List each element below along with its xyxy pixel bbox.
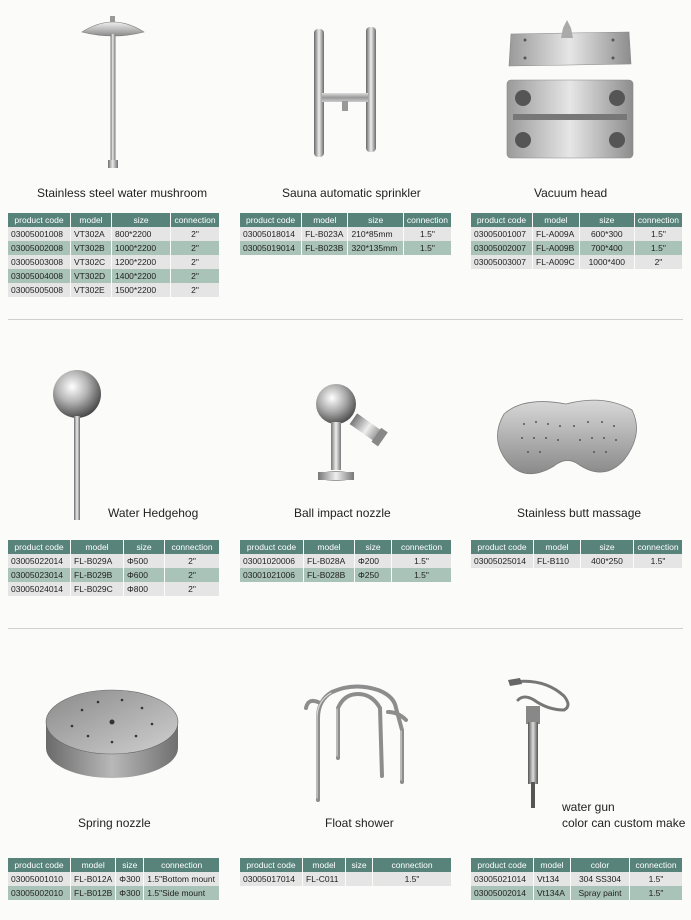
- table-cell: FL-B029A: [71, 554, 124, 568]
- column-header: connection: [165, 540, 220, 554]
- table-cell: 03005022014: [8, 554, 71, 568]
- tube-frame-shower-icon: [298, 678, 410, 804]
- column-header: size: [346, 858, 373, 872]
- table-header-row: [471, 213, 683, 227]
- table-cell: 2": [165, 554, 220, 568]
- table-cell: VT302E: [71, 283, 112, 297]
- table-cell: 1.5": [634, 227, 682, 241]
- table-header-row: [240, 858, 452, 872]
- product-title-line2: color can custom make: [562, 816, 686, 830]
- table-cell: 03005003007: [471, 255, 533, 269]
- column-header: model: [304, 540, 355, 554]
- table-cell: 1.5": [392, 568, 452, 582]
- table-cell: 03005002010: [8, 886, 71, 900]
- water-mushroom-nozzle-icon: [78, 12, 148, 172]
- product-title: Ball impact nozzle: [294, 506, 391, 520]
- ball-impact-nozzle-icon: [312, 382, 392, 492]
- product-title: Water Hedgehog: [108, 506, 199, 520]
- table-cell: 03005002007: [471, 241, 533, 255]
- column-header: size: [116, 858, 144, 872]
- table-cell: 03005005008: [8, 283, 71, 297]
- table-cell: FL-B023A: [302, 227, 348, 241]
- spec-table: [240, 858, 452, 886]
- column-header: product code: [8, 213, 71, 227]
- column-header: model: [534, 540, 581, 554]
- column-header: product code: [8, 858, 71, 872]
- table-cell: 2": [171, 283, 220, 297]
- table-cell: 400*250: [581, 554, 634, 568]
- column-header: model: [534, 858, 571, 872]
- kidney-shaped-plate-icon: [494, 394, 642, 484]
- product-title: Stainless butt massage: [517, 506, 642, 520]
- table-row: [8, 283, 220, 297]
- table-row: [8, 872, 220, 886]
- table-cell: VT302B: [71, 241, 112, 255]
- table-cell: 2": [171, 241, 220, 255]
- water-gun-icon: [504, 674, 580, 810]
- table-cell: 03005021014: [471, 872, 534, 886]
- column-header: connection: [634, 213, 682, 227]
- table-row: [8, 241, 220, 255]
- table-cell: 03005019014: [240, 241, 302, 255]
- table-header-row: [471, 540, 683, 554]
- table-cell: FL-B110: [534, 554, 581, 568]
- section-divider: [8, 628, 683, 629]
- table-row: [471, 255, 683, 269]
- table-row: [240, 568, 452, 582]
- table-cell: 1200*2200: [112, 255, 171, 269]
- vacuum-head-plate-icon: [505, 20, 635, 160]
- table-cell: 03005001007: [471, 227, 533, 241]
- table-row: [240, 227, 452, 241]
- h-shaped-sprinkler-icon: [308, 25, 388, 165]
- column-header: connection: [630, 858, 683, 872]
- table-cell: Φ600: [124, 568, 165, 582]
- spec-table: [8, 540, 220, 596]
- product-title-line1: water gun: [562, 800, 615, 814]
- spec-table: [471, 213, 683, 269]
- table-row: [8, 227, 220, 241]
- steel-ball-on-pole-icon: [50, 368, 106, 524]
- table-cell: 1500*2200: [112, 283, 171, 297]
- table-cell: 1.5": [630, 872, 683, 886]
- column-header: connection: [634, 540, 683, 554]
- table-cell: 1400*2200: [112, 269, 171, 283]
- table-cell: FL-A009C: [533, 255, 580, 269]
- table-cell: 1.5": [403, 227, 451, 241]
- table-cell: 03005001010: [8, 872, 71, 886]
- table-header-row: [8, 858, 220, 872]
- table-cell: 2": [634, 255, 682, 269]
- table-cell: 800*2200: [112, 227, 171, 241]
- table-header-row: [8, 540, 220, 554]
- column-header: connection: [144, 858, 220, 872]
- table-cell: 700*400: [579, 241, 634, 255]
- table-cell: 03005002008: [8, 241, 71, 255]
- table-cell: 03001020006: [240, 554, 304, 568]
- table-cell: FL-B023B: [302, 241, 348, 255]
- spec-table: [240, 540, 452, 582]
- table-cell: VT302A: [71, 227, 112, 241]
- table-cell: 1.5": [634, 241, 682, 255]
- column-header: connection: [171, 213, 220, 227]
- table-cell: Spray paint: [571, 886, 630, 900]
- table-cell: Φ300: [116, 872, 144, 886]
- product-title: Sauna automatic sprinkler: [282, 186, 421, 200]
- table-cell: 03005017014: [240, 872, 303, 886]
- table-cell: 03005004008: [8, 269, 71, 283]
- column-header: connection: [373, 858, 452, 872]
- table-row: [240, 554, 452, 568]
- table-row: [8, 269, 220, 283]
- column-header: connection: [392, 540, 452, 554]
- table-cell: FL-B012A: [71, 872, 116, 886]
- column-header: size: [355, 540, 392, 554]
- column-header: product code: [471, 858, 534, 872]
- table-cell: FL-A009A: [533, 227, 580, 241]
- column-header: product code: [240, 540, 304, 554]
- table-cell: 03005018014: [240, 227, 302, 241]
- table-cell: 1.5": [634, 554, 683, 568]
- column-header: size: [581, 540, 634, 554]
- table-cell: Φ250: [355, 568, 392, 582]
- table-row: [8, 568, 220, 582]
- column-header: model: [303, 858, 346, 872]
- column-header: connection: [403, 213, 451, 227]
- table-row: [8, 554, 220, 568]
- table-row: [471, 227, 683, 241]
- table-cell: 600*300: [579, 227, 634, 241]
- table-cell: 2": [171, 227, 220, 241]
- product-title: Spring nozzle: [78, 816, 151, 830]
- spec-table: [471, 540, 683, 568]
- table-cell: 210*85mm: [348, 227, 403, 241]
- column-header: model: [302, 213, 348, 227]
- table-row: [8, 886, 220, 900]
- table-cell: FL-A009B: [533, 241, 580, 255]
- table-cell: 03005025014: [471, 554, 534, 568]
- table-row: [471, 241, 683, 255]
- column-header: size: [579, 213, 634, 227]
- table-row: [8, 582, 220, 596]
- table-header-row: [240, 213, 452, 227]
- column-header: color: [571, 858, 630, 872]
- table-cell: Φ200: [355, 554, 392, 568]
- table-cell: 2": [165, 582, 220, 596]
- table-cell: 1000*2200: [112, 241, 171, 255]
- table-row: [471, 872, 683, 886]
- table-cell: VT302D: [71, 269, 112, 283]
- table-cell: 03001021006: [240, 568, 304, 582]
- table-cell: FL-B028B: [304, 568, 355, 582]
- table-cell: 03005003008: [8, 255, 71, 269]
- table-header-row: [471, 858, 683, 872]
- spec-table: [8, 858, 220, 900]
- table-cell: FL-C011: [303, 872, 346, 886]
- column-header: product code: [240, 213, 302, 227]
- spec-table: [8, 213, 220, 297]
- column-header: product code: [471, 540, 534, 554]
- table-cell: 2": [165, 568, 220, 582]
- table-cell: 1000*400: [579, 255, 634, 269]
- table-cell: 1.5": [630, 886, 683, 900]
- table-cell: 304 SS304: [571, 872, 630, 886]
- table-header-row: [8, 213, 220, 227]
- table-row: [471, 554, 683, 568]
- spec-table: [471, 858, 683, 900]
- table-cell: Vt134: [534, 872, 571, 886]
- column-header: model: [533, 213, 580, 227]
- product-title: Vacuum head: [534, 186, 608, 200]
- column-header: model: [71, 213, 112, 227]
- table-cell: 2": [171, 269, 220, 283]
- table-cell: Φ500: [124, 554, 165, 568]
- column-header: size: [112, 213, 171, 227]
- table-cell: [346, 872, 373, 886]
- table-cell: 2": [171, 255, 220, 269]
- table-header-row: [240, 540, 452, 554]
- table-cell: 03005023014: [8, 568, 71, 582]
- table-cell: FL-B029B: [71, 568, 124, 582]
- table-row: [8, 255, 220, 269]
- table-cell: 03005001008: [8, 227, 71, 241]
- table-cell: 1.5"Bottom mount: [144, 872, 220, 886]
- product-title: Float shower: [325, 816, 394, 830]
- table-row: [471, 886, 683, 900]
- table-cell: 1.5": [403, 241, 451, 255]
- table-cell: 320*135mm: [348, 241, 403, 255]
- table-cell: FL-B012B: [71, 886, 116, 900]
- table-row: [240, 241, 452, 255]
- column-header: model: [71, 540, 124, 554]
- table-cell: 1.5": [392, 554, 452, 568]
- column-header: product code: [471, 213, 533, 227]
- table-cell: Φ800: [124, 582, 165, 596]
- column-header: size: [348, 213, 403, 227]
- column-header: size: [124, 540, 165, 554]
- table-cell: 03005024014: [8, 582, 71, 596]
- table-cell: VT302C: [71, 255, 112, 269]
- table-cell: Vt134A: [534, 886, 571, 900]
- spec-table: [240, 213, 452, 255]
- column-header: model: [71, 858, 116, 872]
- table-cell: 1.5"Side mount: [144, 886, 220, 900]
- column-header: product code: [240, 858, 303, 872]
- table-cell: FL-B029C: [71, 582, 124, 596]
- column-header: product code: [8, 540, 71, 554]
- section-divider: [8, 319, 683, 320]
- table-cell: FL-B028A: [304, 554, 355, 568]
- product-title: Stainless steel water mushroom: [37, 186, 208, 200]
- table-cell: 1.5": [373, 872, 452, 886]
- table-cell: Φ300: [116, 886, 144, 900]
- round-disc-nozzle-icon: [42, 684, 182, 780]
- table-cell: 03005002014: [471, 886, 534, 900]
- table-row: [240, 872, 452, 886]
